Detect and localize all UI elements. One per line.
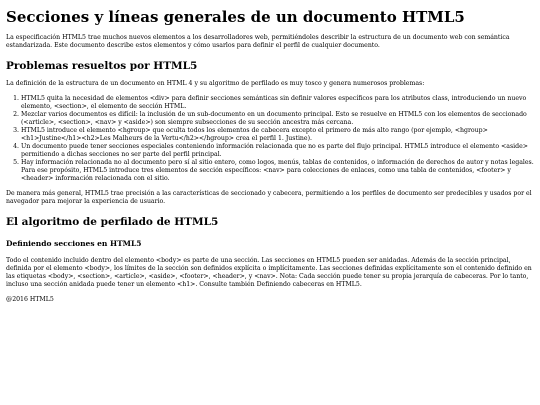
problems-list bbox=[6, 95, 534, 183]
section-heading-algorithm: El algoritmo de perfilado de HTML5 bbox=[6, 216, 219, 228]
list-item: 5. Hay información relacionada no al documento pero sí al sitio entero, como logos, menús, tablas de contenidos, o información de derechos de autor y notas legales. Para ese propósito, HTML5 introduce tres elementos de sección específicos: <nav> para colecciones de enlaces, como una tabla de contenidos, <footer> y <header> información relacionada con el sitio. bbox=[21, 159, 534, 183]
subsection-heading-defining-sections: Definiendo secciones en HTML5 bbox=[6, 239, 142, 248]
page-title: Secciones y líneas generales de un documento HTML5 bbox=[6, 8, 465, 26]
defining-sections-paragraph: Todo el contenido incluido dentro del elemento <body> es parte de una sección. Las secciones en HTML5 pueden ser anidadas. Además de la sección principal, definida por el elemento <body>, los límites de la sección son definidos explícita o implícitamente. Las secciones definidas explícitamente son el contenido definido en las etiquetas <body>, <section>, <article>, <aside>, <footer>, <header>, y <nav>. Nota: Cada sección puede tener su propia jerarquía de cabeceras. Por lo tanto, incluso una sección anidada puede tener un elemento <h1>. Consulte también Definiendo cabeceras en HTML5. bbox=[6, 257, 532, 288]
list-item: 4. Un documento puede tener secciones especiales conteniendo información relacionada que no es parte del flujo principal. HTML5 introduce el elemento <aside> permitiendo a dichas secciones no ser parte del perfil principal. bbox=[21, 143, 534, 159]
problems-closing-paragraph: De manera más general, HTML5 trae precisión a las características de seccionado y cabecera, permitiendo a los perfiles de documento ser predecibles y usados por el navegador para mejorar la experiencia de usuario. bbox=[6, 190, 532, 205]
section-heading-problems: Problemas resueltos por HTML5 bbox=[6, 60, 198, 72]
problems-intro-paragraph: La definición de la estructura de un documento en HTML 4 y su algoritmo de perfilado es muy tosco y genera numerosos problemas: bbox=[6, 80, 425, 87]
list-item: 2. Mezclar varios documentos es difícil: la inclusión de un sub-documento en un documento principal. Esto se resuelve en HTML5 con los elementos de seccionado (<article>, <section>, <nav> y <aside>) son siempre subsecciones de su sección ancestra más cercana. bbox=[21, 111, 534, 127]
list-item: 1. HTML5 quita la necesidad de elementos <div> para definir secciones semánticas sin definir valores específicos para los atributos class, introduciendo un nuevo elemento, <section>, el elemento de sección HTML. bbox=[21, 95, 534, 111]
list-item: 3. HTML5 introduce el elemento <hgroup> que oculta todos los elementos de cabecera excepto el primero de más alto rango (por ejemplo, <hgroup><h1>Justine</h1><h2>Les Malheurs de la Vertu</h2></hgroup> crea el perfil 1. Justine). bbox=[21, 127, 534, 143]
intro-paragraph: La especificación HTML5 trae muchos nuevos elementos a los desarrolladores web, permitiéndoles describir la estructura de un documento web con semántica estandarizada. Este documento describe estos elementos y cómo usarlos para definir el perfil de cualquier documento. bbox=[6, 34, 510, 49]
footer-copyright: @2016 HTML5 bbox=[6, 296, 54, 303]
